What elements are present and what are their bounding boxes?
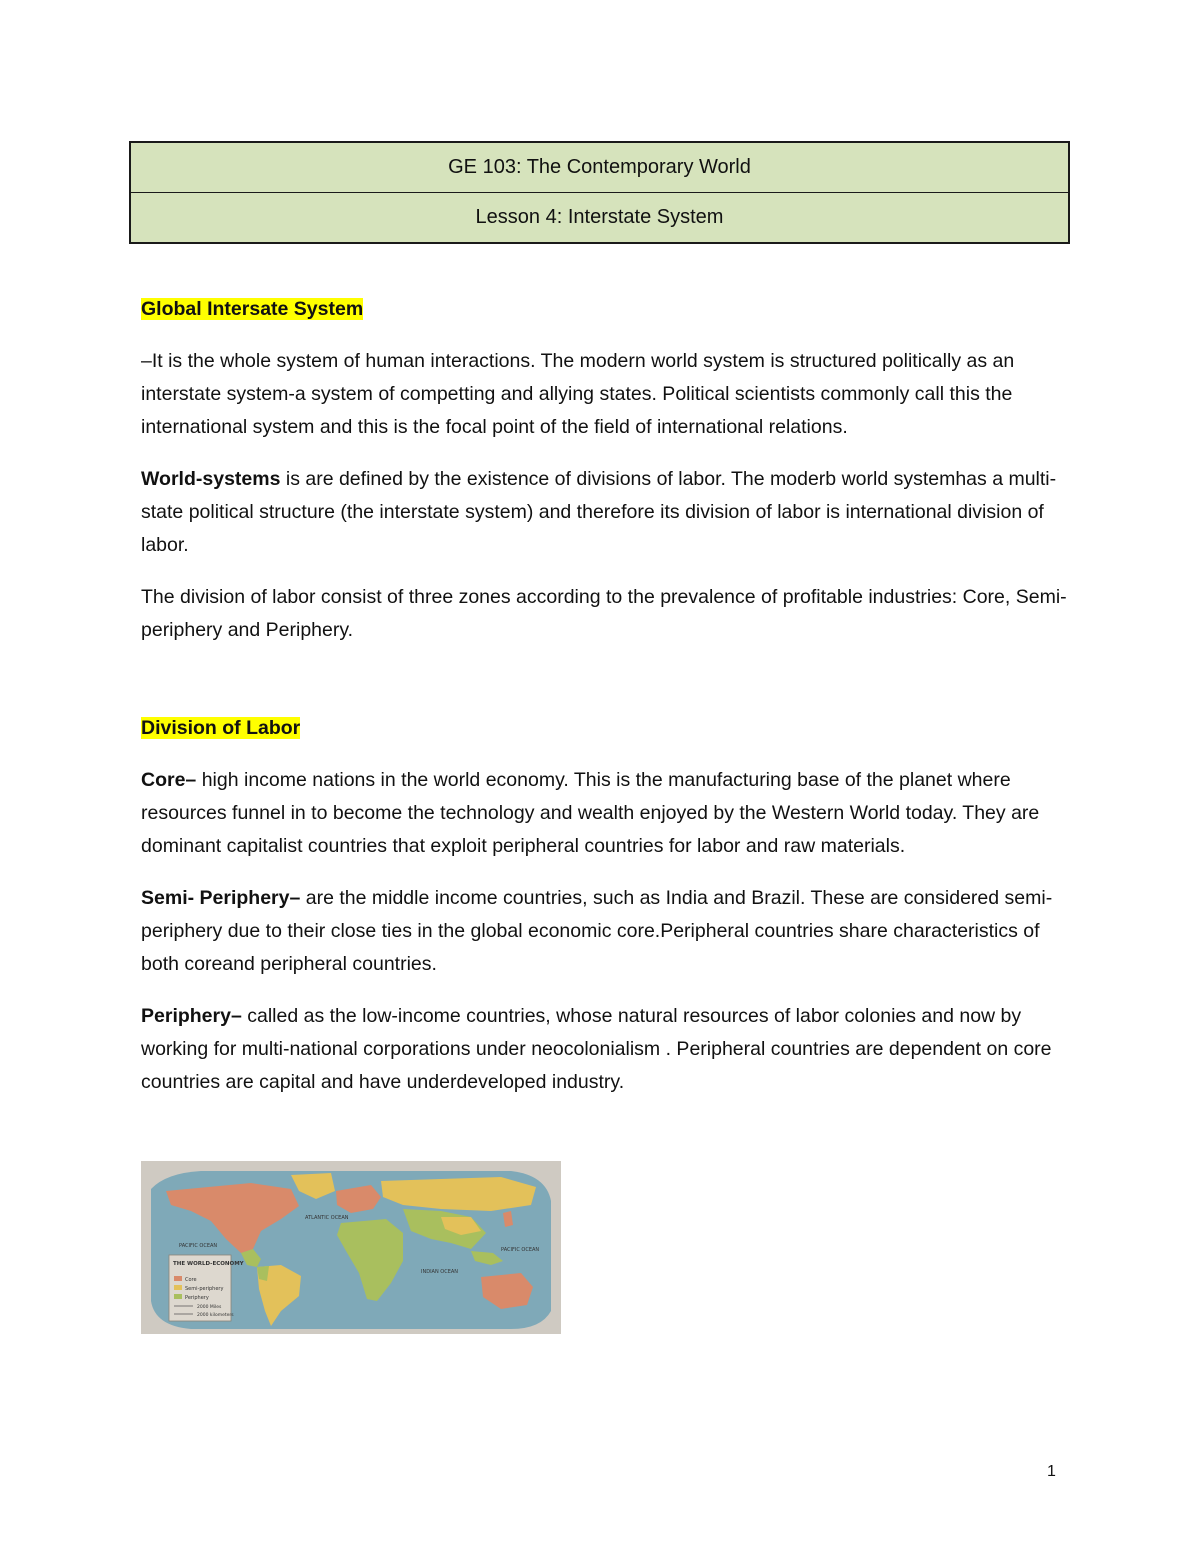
section-heading-division-of-labor: Division of Labor bbox=[141, 717, 301, 739]
map-label-atlantic: ATLANTIC OCEAN bbox=[305, 1215, 349, 1221]
map-label-pacific-east: PACIFIC OCEAN bbox=[501, 1247, 540, 1253]
paragraph-interstate-definition: –It is the whole system of human interactions. The modern world system is structured politically as an interstate system-a system of competting and allying states. Political scientists commonly call this the international system and this is the focal point of the field of international relations. bbox=[141, 350, 1015, 438]
periphery-text: called as the low-income countries, whose natural resources of labor colonies and now by working for multi-national corporations under neocolonialism . Peripheral countries are dependent on core countries are capital and have underdeveloped industry. bbox=[141, 1005, 1052, 1093]
map-label-indian: INDIAN OCEAN bbox=[421, 1269, 459, 1275]
page-number: 1 bbox=[1047, 1463, 1056, 1480]
world-systems-text: is are defined by the existence of divisions of labor. The moderb world systemhas a multi-state political structure (the interstate system) and therefore its division of labor is international division of labor. bbox=[141, 468, 1057, 556]
map-legend-core: Core bbox=[185, 1277, 197, 1283]
term-periphery: Periphery– bbox=[141, 1005, 242, 1027]
paragraph-periphery bbox=[141, 1000, 1071, 1099]
core-text: high income nations in the world economy. This is the manufacturing base of the planet where resources funnel in to become the technology and wealth enjoyed by the Western World today. They are dominant capitalist countries that exploit peripheral countries for labor and raw materials. bbox=[141, 769, 1040, 857]
document-body bbox=[141, 293, 1071, 1118]
map-scale-km: 2000 kilometers bbox=[197, 1313, 234, 1318]
map-legend-periphery: Periphery bbox=[185, 1295, 209, 1301]
term-semi-periphery: Semi- Periphery– bbox=[141, 887, 301, 909]
paragraph-semi-periphery bbox=[141, 882, 1071, 981]
paragraph-world-systems bbox=[141, 463, 1071, 562]
title-table bbox=[129, 141, 1070, 244]
paragraph-core bbox=[141, 764, 1071, 863]
term-core: Core– bbox=[141, 769, 197, 791]
map-legend-title: THE WORLD-ECONOMY bbox=[173, 1261, 244, 1267]
map-scale-miles: 2000 Miles bbox=[197, 1305, 222, 1310]
world-economy-map bbox=[141, 1161, 561, 1334]
lesson-title: Lesson 4: Interstate System bbox=[131, 192, 1068, 242]
section-heading-global-interstate-system: Global Intersate System bbox=[141, 298, 364, 320]
semi-periphery-text: are the middle income countries, such as India and Brazil. These are considered semi-periphery due to their close ties in the global economic core.Peripheral countries share characteristics of both coreand peripheral countries. bbox=[141, 887, 1053, 975]
paragraph-three-zones: The division of labor consist of three zones according to the prevalence of profitable industries: Core, Semi-periphery and Periphery. bbox=[141, 586, 1067, 641]
map-label-pacific-west: PACIFIC OCEAN bbox=[179, 1243, 218, 1249]
map-legend-semi-periphery: Semi-periphery bbox=[185, 1286, 224, 1292]
course-title: GE 103: The Contemporary World bbox=[131, 143, 1068, 192]
term-world-systems: World-systems bbox=[141, 468, 281, 490]
